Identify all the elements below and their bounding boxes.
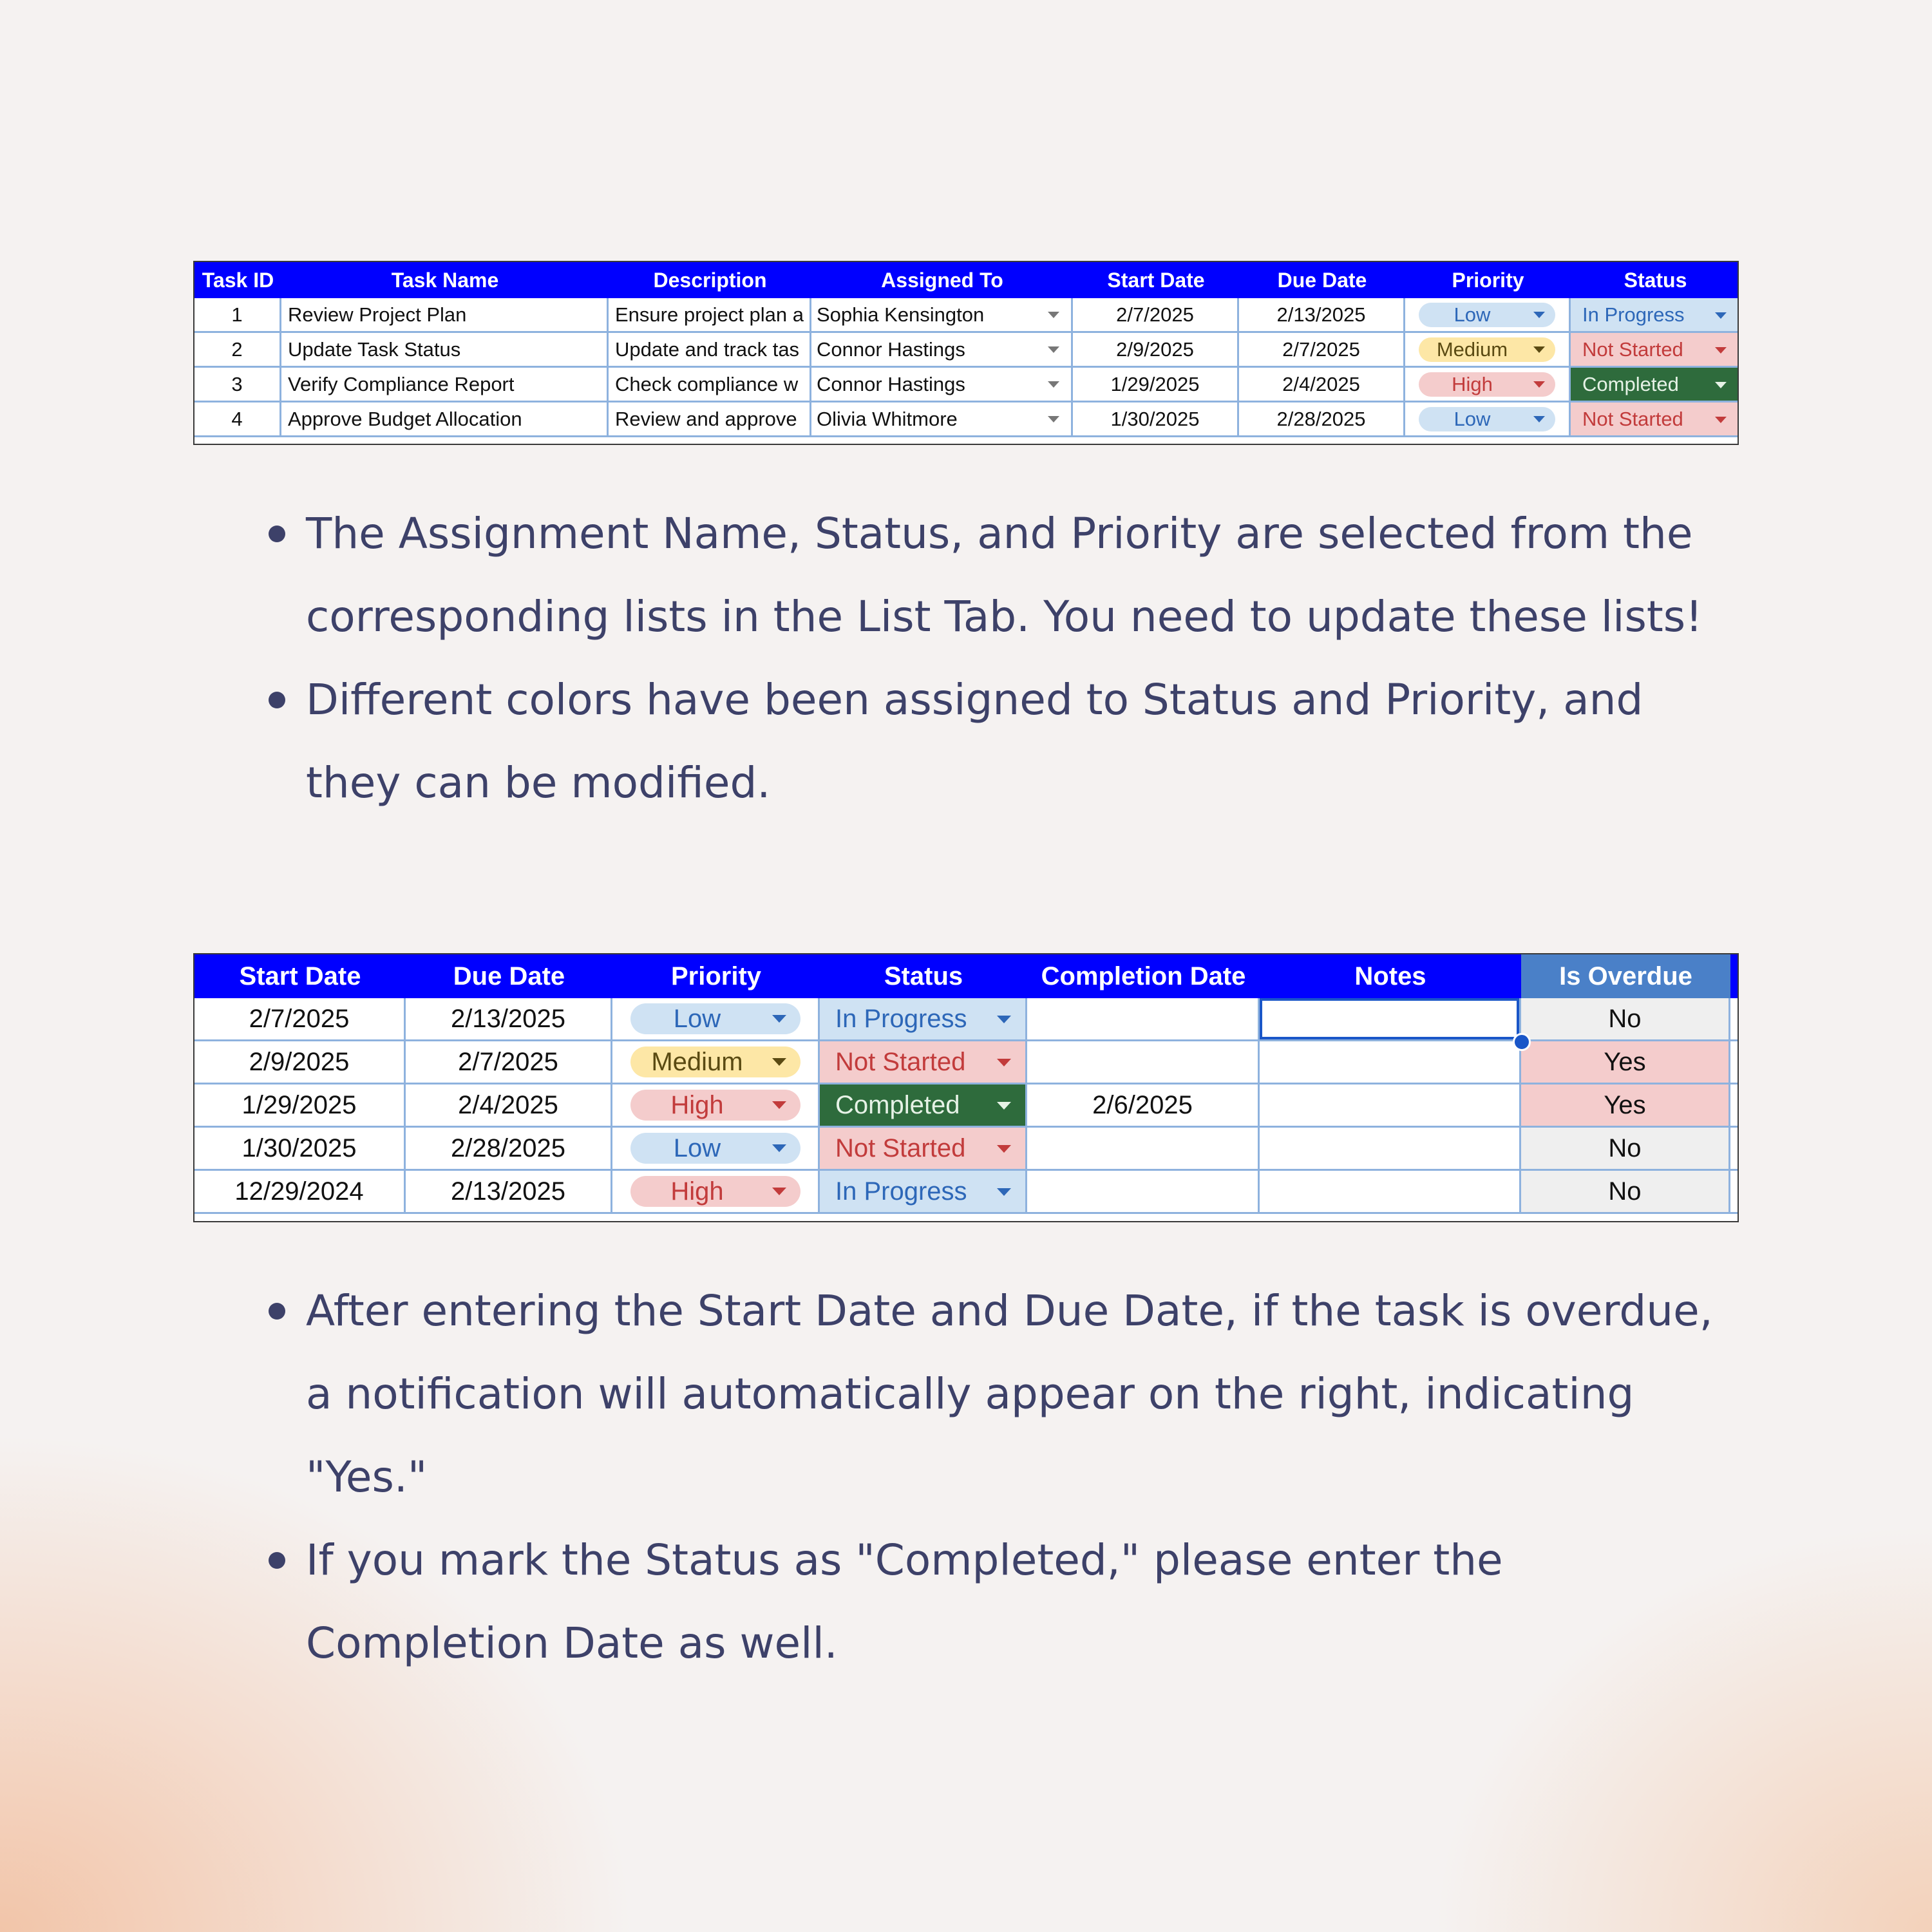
- start-cell[interactable]: 1/29/2025: [194, 1084, 406, 1128]
- notes-cell[interactable]: [1260, 1084, 1521, 1128]
- chevron-down-icon: [997, 1102, 1011, 1110]
- priority-label: High: [1452, 372, 1493, 395]
- name-cell[interactable]: Review Project Plan: [281, 298, 609, 333]
- priority-chip[interactable]: [630, 1003, 800, 1034]
- priority-label: Medium: [651, 1047, 743, 1076]
- chevron-down-icon: [1048, 312, 1059, 318]
- chevron-down-icon: [997, 1016, 1011, 1023]
- priority-chip[interactable]: [630, 1090, 800, 1121]
- priority-cell[interactable]: [612, 1041, 820, 1084]
- priority-label: High: [670, 1090, 724, 1119]
- row-filler: [1730, 998, 1739, 1041]
- priority-chip[interactable]: [630, 1176, 800, 1207]
- is-overdue-cell: Yes: [1521, 1041, 1730, 1084]
- completion-cell[interactable]: [1027, 1041, 1260, 1084]
- notes-cell[interactable]: [1260, 1041, 1521, 1084]
- chevron-down-icon: [997, 1188, 1011, 1196]
- chevron-down-icon: [1715, 347, 1727, 354]
- column-header: Status: [820, 954, 1027, 998]
- desc-cell[interactable]: Update and track tas: [609, 333, 811, 368]
- instructions-list-2: [267, 1269, 1748, 1685]
- chevron-down-icon: [1533, 416, 1545, 422]
- instructions-list-1: [267, 492, 1748, 824]
- column-header: Due Date: [1239, 262, 1405, 298]
- assignee-name: Connor Hastings: [817, 337, 965, 361]
- completion-cell[interactable]: [1027, 1171, 1260, 1214]
- status-cell[interactable]: [1571, 368, 1739, 402]
- table-row: [194, 298, 1738, 333]
- is-overdue-cell: No: [1521, 1171, 1730, 1214]
- due-cell[interactable]: 2/28/2025: [406, 1128, 612, 1171]
- priority-chip[interactable]: [1419, 407, 1555, 431]
- column-header: Priority: [612, 954, 820, 998]
- id-cell[interactable]: 2: [194, 333, 281, 368]
- status-label: Not Started: [1582, 337, 1683, 361]
- start-cell[interactable]: 2/7/2025: [194, 998, 406, 1041]
- table-row: [194, 1041, 1738, 1084]
- priority-cell[interactable]: [612, 1084, 820, 1128]
- priority-label: Low: [1454, 303, 1491, 326]
- priority-cell[interactable]: [1405, 298, 1571, 333]
- chevron-down-icon: [772, 1101, 786, 1109]
- header-filler: [1730, 954, 1739, 998]
- priority-cell[interactable]: [612, 1171, 820, 1214]
- chevron-down-icon: [1533, 312, 1545, 318]
- chevron-down-icon: [1533, 346, 1545, 353]
- instruction-item: The Assignment Name, Status, and Priority are selected from the corresponding lists in the List Tab. You need to update these lists!: [267, 492, 1748, 658]
- column-header: Description: [609, 262, 811, 298]
- column-header: Completion Date: [1027, 954, 1260, 998]
- chevron-down-icon: [772, 1058, 786, 1066]
- assigned-to-dropdown[interactable]: [811, 402, 1073, 437]
- due-cell[interactable]: 2/13/2025: [406, 1171, 612, 1214]
- due-cell[interactable]: 2/7/2025: [1239, 333, 1405, 368]
- task-table-dates: [193, 953, 1739, 1222]
- row-filler: [1730, 1041, 1739, 1084]
- column-header: Is Overdue: [1521, 954, 1730, 998]
- column-header: Start Date: [194, 954, 406, 998]
- completion-cell[interactable]: [1027, 1128, 1260, 1171]
- chevron-down-icon: [1715, 382, 1727, 388]
- priority-chip[interactable]: [1419, 337, 1555, 362]
- column-header: Priority: [1405, 262, 1571, 298]
- priority-label: Low: [673, 1004, 721, 1033]
- start-cell[interactable]: 1/29/2025: [1073, 368, 1239, 402]
- name-cell[interactable]: Verify Compliance Report: [281, 368, 609, 402]
- name-cell[interactable]: Approve Budget Allocation: [281, 402, 609, 437]
- chevron-down-icon: [997, 1145, 1011, 1153]
- status-cell[interactable]: [820, 1128, 1027, 1171]
- chevron-down-icon: [772, 1015, 786, 1023]
- desc-cell[interactable]: Review and approve: [609, 402, 811, 437]
- priority-chip[interactable]: [1419, 372, 1555, 397]
- due-cell[interactable]: 2/4/2025: [406, 1084, 612, 1128]
- id-cell[interactable]: 4: [194, 402, 281, 437]
- status-label: Completed: [1582, 372, 1679, 395]
- assignee-name: Sophia Kensington: [817, 303, 985, 326]
- due-cell[interactable]: 2/28/2025: [1239, 402, 1405, 437]
- table-row: [194, 1084, 1738, 1128]
- column-header: Task Name: [281, 262, 609, 298]
- priority-label: Low: [673, 1133, 721, 1162]
- due-cell[interactable]: 2/13/2025: [406, 998, 612, 1041]
- desc-cell[interactable]: Ensure project plan a: [609, 298, 811, 333]
- is-overdue-cell: No: [1521, 1128, 1730, 1171]
- priority-cell[interactable]: [612, 998, 820, 1041]
- priority-cell[interactable]: [1405, 402, 1571, 437]
- id-cell[interactable]: 1: [194, 298, 281, 333]
- column-header: Assigned To: [811, 262, 1073, 298]
- priority-chip[interactable]: [630, 1046, 800, 1077]
- table-row: [194, 333, 1738, 368]
- start-cell[interactable]: 2/7/2025: [1073, 298, 1239, 333]
- chevron-down-icon: [1048, 346, 1059, 353]
- is-overdue-cell: Yes: [1521, 1084, 1730, 1128]
- status-label: Not Started: [1582, 407, 1683, 430]
- task-table-full: [193, 261, 1739, 445]
- table-row: [194, 368, 1738, 402]
- assignee-name: Connor Hastings: [817, 372, 965, 395]
- chevron-down-icon: [1048, 416, 1059, 422]
- priority-chip[interactable]: [1419, 303, 1555, 327]
- chevron-down-icon: [997, 1059, 1011, 1066]
- status-cell[interactable]: [820, 1171, 1027, 1214]
- instruction-item: If you mark the Status as "Completed," please enter the Completion Date as well.: [267, 1519, 1748, 1685]
- instruction-item: After entering the Start Date and Due Date, if the task is overdue, a notification will automatically appear on the right, indicating "Yes.": [267, 1269, 1748, 1519]
- completion-cell[interactable]: [1027, 998, 1260, 1041]
- status-cell[interactable]: [820, 1084, 1027, 1128]
- table-row: [194, 998, 1738, 1041]
- due-cell[interactable]: 2/4/2025: [1239, 368, 1405, 402]
- header-row: [194, 262, 1738, 298]
- chevron-down-icon: [772, 1188, 786, 1195]
- start-cell[interactable]: 1/30/2025: [194, 1128, 406, 1171]
- priority-label: Low: [1454, 407, 1491, 430]
- table-row: [194, 1171, 1738, 1214]
- notes-cell[interactable]: [1260, 1128, 1521, 1171]
- status-cell[interactable]: [820, 998, 1027, 1041]
- status-label: Not Started: [835, 1133, 966, 1162]
- priority-chip[interactable]: [630, 1133, 800, 1164]
- assignee-name: Olivia Whitmore: [817, 407, 958, 430]
- column-header: Notes: [1260, 954, 1521, 998]
- priority-cell[interactable]: [1405, 333, 1571, 368]
- id-cell[interactable]: 3: [194, 368, 281, 402]
- row-filler: [1730, 1128, 1739, 1171]
- chevron-down-icon: [1048, 381, 1059, 388]
- chevron-down-icon: [1715, 417, 1727, 423]
- is-overdue-cell: No: [1521, 998, 1730, 1041]
- priority-cell[interactable]: [1405, 368, 1571, 402]
- row-filler: [1730, 1084, 1739, 1128]
- column-header: Status: [1571, 262, 1739, 298]
- start-cell[interactable]: 2/9/2025: [194, 1041, 406, 1084]
- column-header: Due Date: [406, 954, 612, 998]
- notes-cell[interactable]: [1260, 1171, 1521, 1214]
- priority-label: High: [670, 1177, 724, 1206]
- assigned-to-dropdown[interactable]: [811, 298, 1073, 333]
- table-row: [194, 1128, 1738, 1171]
- priority-cell[interactable]: [612, 1128, 820, 1171]
- status-label: In Progress: [1582, 303, 1685, 326]
- column-header: Task ID: [194, 262, 281, 298]
- status-label: Not Started: [835, 1047, 966, 1076]
- due-cell[interactable]: 2/13/2025: [1239, 298, 1405, 333]
- completion-cell[interactable]: 2/6/2025: [1027, 1084, 1260, 1128]
- chevron-down-icon: [1533, 381, 1545, 388]
- header-row: [194, 954, 1738, 998]
- assigned-to-dropdown[interactable]: [811, 333, 1073, 368]
- start-cell[interactable]: 1/30/2025: [1073, 402, 1239, 437]
- name-cell[interactable]: Update Task Status: [281, 333, 609, 368]
- start-cell[interactable]: 2/9/2025: [1073, 333, 1239, 368]
- due-cell[interactable]: 2/7/2025: [406, 1041, 612, 1084]
- notes-cell[interactable]: [1260, 998, 1521, 1041]
- selection-fill-handle[interactable]: [1513, 1033, 1531, 1051]
- chevron-down-icon: [772, 1144, 786, 1152]
- desc-cell[interactable]: Check compliance w: [609, 368, 811, 402]
- instruction-item: Different colors have been assigned to Status and Priority, and they can be modified.: [267, 658, 1748, 824]
- status-label: Completed: [835, 1090, 960, 1119]
- chevron-down-icon: [1715, 312, 1727, 319]
- status-cell[interactable]: [820, 1041, 1027, 1084]
- status-cell[interactable]: [1571, 402, 1739, 437]
- status-cell[interactable]: [1571, 298, 1739, 333]
- status-label: In Progress: [835, 1004, 967, 1033]
- status-label: In Progress: [835, 1177, 967, 1206]
- assigned-to-dropdown[interactable]: [811, 368, 1073, 402]
- status-cell[interactable]: [1571, 333, 1739, 368]
- table-row: [194, 402, 1738, 437]
- priority-label: Medium: [1436, 337, 1508, 361]
- row-filler: [1730, 1171, 1739, 1214]
- column-header: Start Date: [1073, 262, 1239, 298]
- start-cell[interactable]: 12/29/2024: [194, 1171, 406, 1214]
